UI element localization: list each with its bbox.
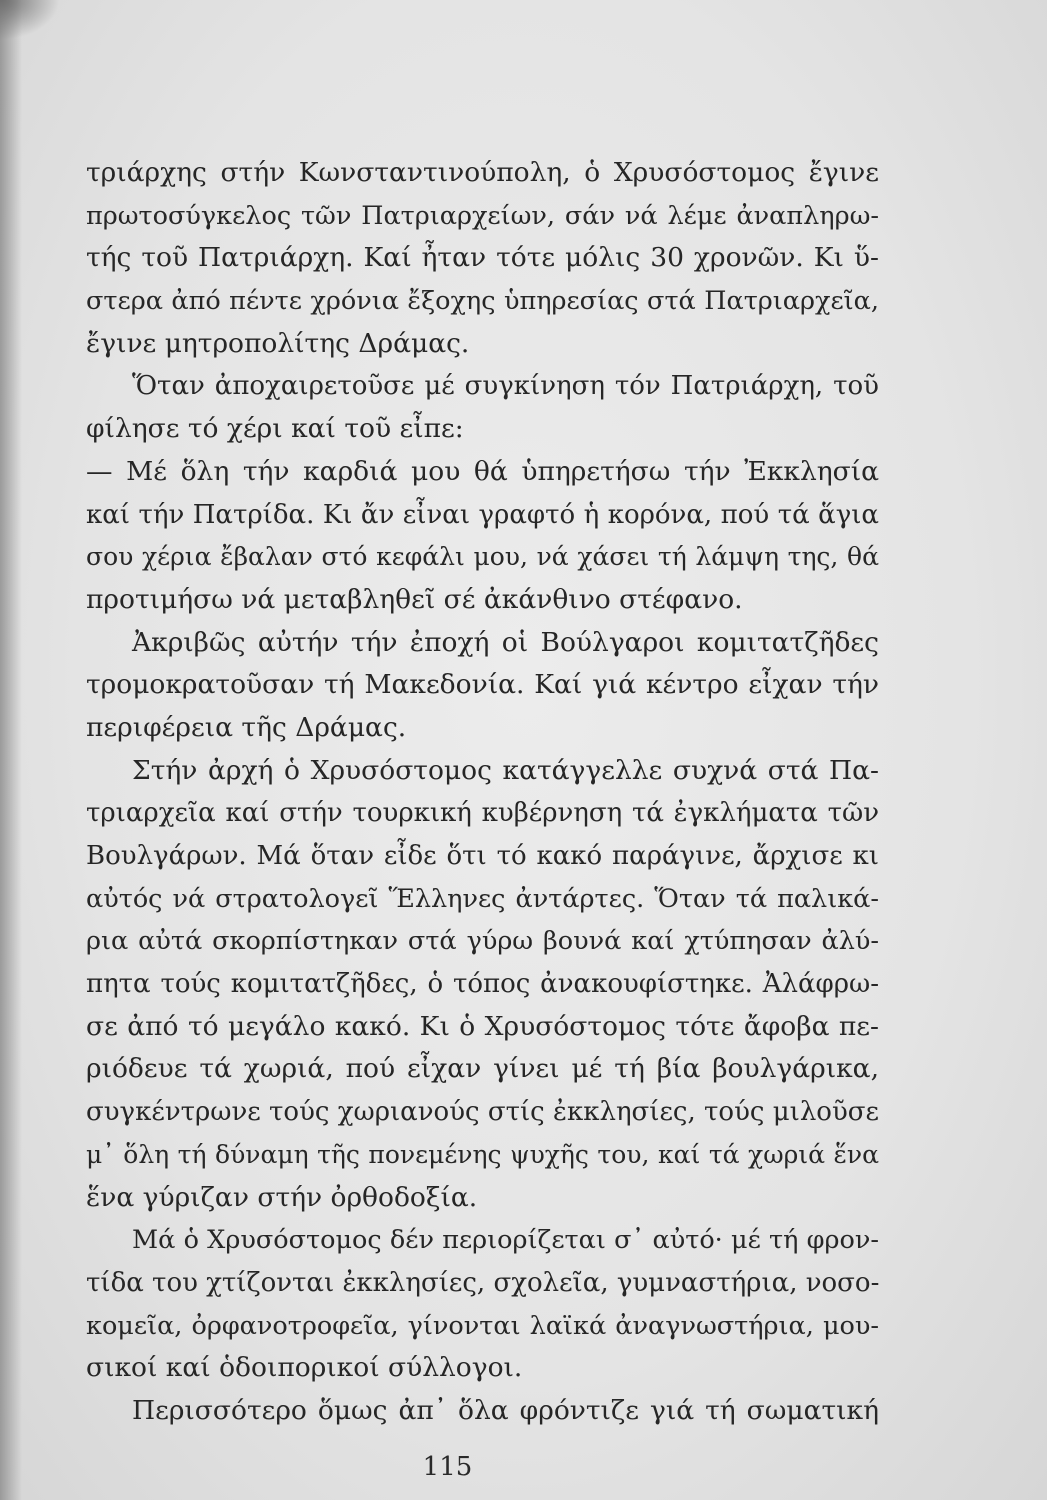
page-number — [0, 1452, 1047, 1482]
text-line: Στήν ἀρχή ὁ Χρυσόστομος κατάγγελλε συχνά στά Πα- — [132, 754, 879, 786]
text-line: προτιμήσω νά μεταβληθεῖ σέ ἀκάνθινο στέφανο. — [86, 583, 743, 615]
text-line: ριόδευε τά χωριά, πού εἶχαν γίνει μέ τή βία βουλγάρικα, — [86, 1053, 879, 1085]
text-line: καί τήν Πατρίδα. Κι ἄν εἶναι γραφτό ἡ κορόνα, πού τά ἅγια — [86, 499, 879, 530]
text-line: περιφέρεια τῆς Δράμας. — [86, 711, 407, 743]
text-line: σικοί καί ὁδοιπορικοί σύλλογοι. — [86, 1352, 523, 1384]
text-line: ἕνα γύριζαν στήν ὀρθοδοξία. — [86, 1181, 478, 1213]
body-text — [86, 152, 879, 1433]
text-line: Βουλγάρων. Μά ὅταν εἶδε ὅτι τό κακό παράγινε, ἄρχισε κι — [86, 841, 879, 871]
text-line: ρια αὐτά σκορπίστηκαν στά γύρω βουνά καί χτύπησαν ἀλύ- — [86, 926, 879, 957]
text-line: πητα τούς κομιτατζῆδες, ὁ τόπος ἀνακουφίστηκε. Ἀλάφρω- — [86, 969, 879, 1000]
text-line: φίλησε τό χέρι καί τοῦ εἶπε: — [86, 413, 464, 445]
text-line: — Μέ ὅλη τήν καρδιά μου θά ὑπηρετήσω τήν Ἐκκλησία — [86, 455, 879, 487]
text-line: Ὅταν ἀποχαιρετοῦσε μέ συγκίνηση τόν Πατριάρχη, τοῦ — [132, 371, 879, 402]
text-line: Περισσότερο ὅμως ἀπ᾽ ὅλα φρόντιζε γιά τή σωματική — [132, 1394, 879, 1426]
text-line: κομεῖα, ὀρφανοτροφεῖα, γίνονται λαϊκά ἀναγνωστήρια, μου- — [86, 1310, 879, 1341]
text-line: σου χέρια ἔβαλαν στό κεφάλι μου, νά χάσει τή λάμψη της, θά — [86, 542, 879, 572]
text-line: ἔγινε μητροπολίτης Δράμας. — [86, 327, 470, 359]
text-line: τίδα του χτίζονται ἐκκλησίες, σχολεῖα, γυμναστήρια, νοσο- — [86, 1267, 880, 1298]
text-line: τρομοκρατοῦσαν τή Μακεδονία. Καί γιά κέντρο εἶχαν τήν — [86, 669, 879, 701]
text-line: Μά ὁ Χρυσόστομος δέν περιορίζεται σ᾽ αὐτό· μέ τή φρον- — [132, 1225, 879, 1256]
text-line: τριαρχεῖα καί στήν τουρκική κυβέρνηση τά ἐγκλήματα τῶν — [86, 798, 879, 829]
text-line: σε ἀπό τό μεγάλο κακό. Κι ὁ Χρυσόστομος τότε ἄφοβα πε- — [86, 1010, 879, 1042]
text-line: συγκέντρωνε τούς χωριανούς στίς ἐκκλησίες, τούς μιλοῦσε — [86, 1097, 879, 1128]
text-line: τής τοῦ Πατριάρχη. Καί ἦταν τότε μόλις 30 χρονῶν. Κι ὕ- — [86, 242, 879, 274]
page-number-text: 115 — [422, 1452, 473, 1482]
binding-shadow — [0, 0, 22, 1500]
text-line: Ἀκριβῶς αὐτήν τήν ἐποχή οἱ Βούλγαροι κομιτατζῆδες — [132, 626, 879, 658]
text-line: τριάρχης στήν Κωνσταντινούπολη, ὁ Χρυσόστομος ἔγινε — [86, 157, 879, 188]
text-line: μ᾽ ὅλη τή δύναμη τῆς πονεμένης ψυχῆς του, καί τά χωριά ἕνα — [86, 1139, 879, 1169]
text-line: αὐτός νά στρατολογεῖ Ἕλληνες ἀντάρτες. Ὅταν τά παλικά- — [86, 883, 879, 914]
text-line: στερα ἀπό πέντε χρόνια ἔξοχης ὑπηρεσίας στά Πατριαρχεῖα, — [86, 286, 879, 317]
text-line: πρωτοσύγκελος τῶν Πατριαρχείων, σάν νά λέμε ἀναπληρω- — [86, 200, 879, 231]
corner-shadow — [0, 0, 60, 40]
